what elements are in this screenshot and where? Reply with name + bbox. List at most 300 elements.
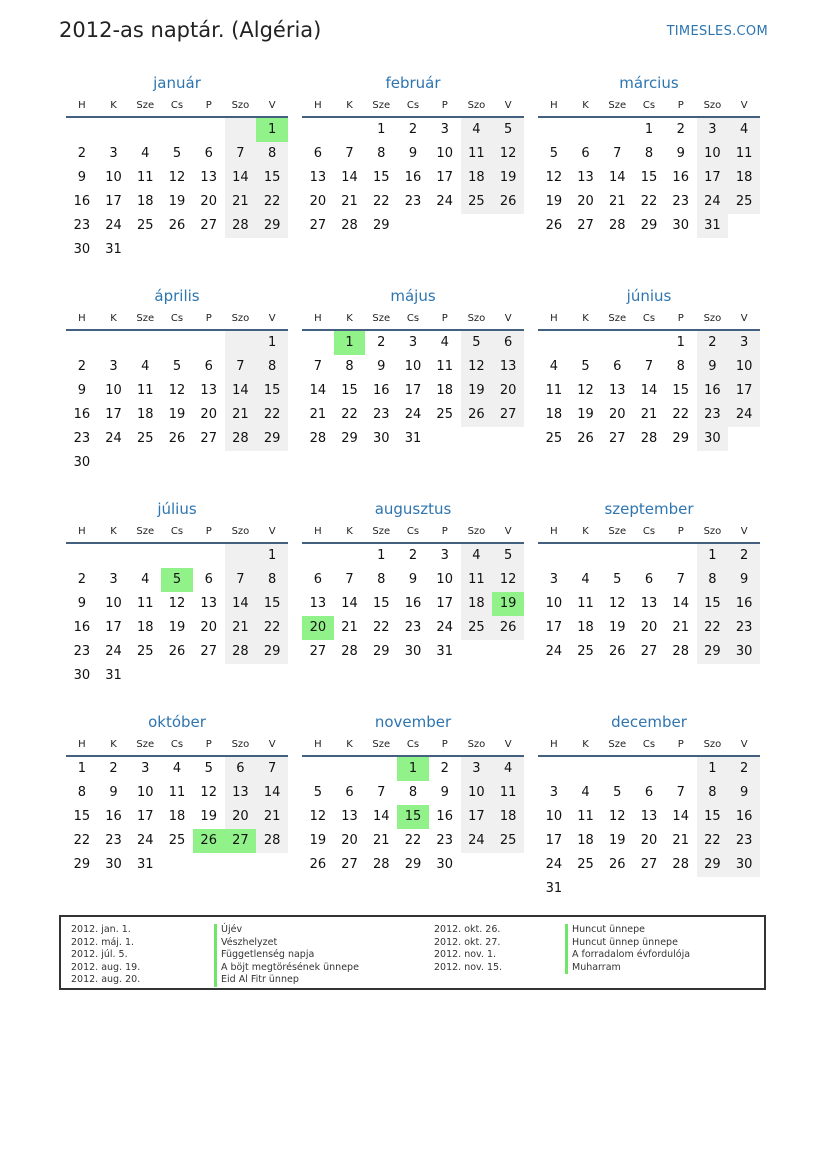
day-cell: 9 [77, 383, 86, 398]
legend-holiday-name: Huncut ünnep ünnepe [565, 937, 690, 950]
day-cell: 2 [728, 544, 760, 568]
day-cell: 28 [672, 857, 689, 872]
weekday-label: H [314, 313, 322, 324]
day-cell: 20 [492, 379, 524, 403]
day-cell: 22 [373, 194, 390, 209]
weekday-label: K [110, 739, 117, 750]
day-cell: 14 [309, 383, 327, 398]
day-cell: 17 [105, 620, 122, 635]
day-cell: 29 [373, 644, 390, 659]
legend-left-names [214, 924, 359, 987]
day-cell: 18 [577, 620, 594, 635]
empty-cell [570, 544, 602, 568]
day-cell: 7 [345, 572, 354, 587]
day-cell: 1 [77, 761, 86, 776]
day-cell: 21 [341, 194, 358, 209]
weekday-label: V [740, 100, 748, 111]
day-cell: 5 [613, 572, 622, 587]
day-cell: 15 [397, 805, 429, 829]
day-cell: 13 [225, 781, 257, 805]
day-grid [302, 544, 524, 664]
day-cell: 26 [309, 857, 327, 872]
day-cell: 20 [609, 407, 626, 422]
day-cell: 1 [697, 757, 729, 781]
weekday-label: P [205, 313, 212, 324]
day-cell: 30 [672, 218, 689, 233]
weekday-label: V [268, 313, 276, 324]
day-cell: 4 [492, 757, 524, 781]
weekday-header [302, 309, 524, 331]
day-cell: 6 [204, 359, 213, 374]
day-cell: 27 [200, 431, 217, 446]
day-cell: 16 [436, 809, 453, 824]
empty-cell [225, 544, 257, 568]
empty-cell [98, 331, 130, 355]
weekday-label: Cs [406, 739, 420, 750]
day-cell: 6 [204, 572, 213, 587]
day-grid [538, 118, 760, 238]
day-cell: 12 [168, 596, 186, 611]
weekday-header [538, 522, 760, 544]
empty-cell [633, 544, 665, 568]
day-cell: 26 [609, 857, 626, 872]
day-cell: 5 [172, 359, 182, 374]
day-cell: 4 [728, 118, 760, 142]
day-cell: 15 [341, 383, 358, 398]
weekday-label: P [205, 100, 212, 111]
day-cell: 16 [73, 407, 91, 422]
day-cell: 8 [408, 785, 418, 800]
legend-date: 2012. okt. 26. [434, 924, 501, 935]
weekday-label: V [504, 313, 512, 324]
day-cell: 2 [408, 548, 418, 563]
day-cell: 31 [105, 242, 122, 257]
legend-holiday-name: A böjt megtörésének ünnepe [214, 962, 359, 975]
legend-date: 2012. máj. 1. [71, 936, 135, 948]
day-cell: 7 [313, 359, 322, 374]
day-cell: 28 [225, 214, 257, 238]
empty-cell [193, 331, 225, 355]
day-cell: 7 [377, 785, 386, 800]
empty-cell [570, 118, 602, 142]
day-cell: 23 [373, 407, 390, 422]
day-cell: 21 [225, 190, 257, 214]
day-cell: 29 [73, 857, 91, 872]
day-cell: 31 [436, 644, 453, 659]
day-cell: 24 [728, 403, 760, 427]
day-cell: 18 [492, 805, 524, 829]
weekday-label: H [314, 526, 322, 537]
day-cell: 16 [672, 170, 689, 185]
day-cell: 9 [697, 355, 729, 379]
day-cell: 26 [609, 644, 626, 659]
day-cell: 5 [161, 568, 193, 592]
day-cell: 11 [577, 809, 594, 824]
weekday-label: K [110, 526, 117, 537]
day-cell: 16 [728, 805, 760, 829]
day-cell: 18 [137, 194, 154, 209]
day-cell: 19 [200, 809, 217, 824]
day-cell: 23 [672, 194, 689, 209]
day-cell: 11 [137, 596, 154, 611]
day-cell: 25 [577, 644, 594, 659]
day-cell: 5 [313, 785, 322, 800]
weekday-label: P [441, 100, 448, 111]
day-cell: 12 [168, 170, 186, 185]
weekday-label: Sze [372, 526, 391, 537]
day-cell: 29 [640, 218, 658, 233]
weekday-label: Sze [608, 100, 627, 111]
day-cell: 27 [640, 644, 658, 659]
day-cell: 3 [109, 359, 118, 374]
weekday-label: P [441, 526, 448, 537]
day-cell: 19 [168, 407, 186, 422]
weekday-label: Sze [608, 526, 627, 537]
day-cell: 1 [334, 331, 366, 355]
weekday-label: V [740, 526, 748, 537]
empty-cell [601, 757, 633, 781]
weekday-label: Sze [136, 739, 155, 750]
day-cell: 15 [373, 170, 390, 185]
month-name: február [385, 74, 441, 92]
empty-cell [334, 118, 366, 142]
day-cell: 15 [672, 383, 689, 398]
day-cell: 19 [309, 833, 327, 848]
weekday-label: V [504, 739, 512, 750]
day-cell: 24 [404, 407, 422, 422]
legend-holiday-name: Eid Al Fitr ünnep [214, 974, 359, 987]
day-cell: 29 [404, 857, 422, 872]
weekday-label: H [550, 526, 558, 537]
month-1 [302, 70, 524, 261]
weekday-label: Sze [372, 739, 391, 750]
holiday-legend [59, 915, 766, 990]
day-cell: 5 [581, 359, 590, 374]
empty-cell [98, 118, 130, 142]
day-cell: 14 [373, 809, 390, 824]
month-name: április [154, 287, 200, 305]
day-cell: 27 [200, 218, 217, 233]
day-cell: 21 [609, 194, 626, 209]
day-cell: 3 [549, 572, 558, 587]
day-cell: 13 [341, 809, 358, 824]
day-cell: 20 [200, 620, 217, 635]
weekday-label: H [550, 739, 558, 750]
day-cell: 18 [137, 620, 154, 635]
month-name: szeptember [604, 500, 694, 518]
day-cell: 3 [141, 761, 150, 776]
day-cell: 20 [225, 805, 257, 829]
day-cell: 23 [728, 829, 760, 853]
empty-cell [193, 544, 225, 568]
day-cell: 9 [408, 146, 418, 161]
day-cell: 18 [461, 166, 493, 190]
day-cell: 17 [105, 407, 122, 422]
day-cell: 8 [644, 146, 654, 161]
day-cell: 25 [137, 431, 154, 446]
day-cell: 9 [440, 785, 449, 800]
day-cell: 26 [168, 218, 186, 233]
day-cell: 24 [105, 218, 122, 233]
weekday-label: H [78, 526, 86, 537]
month-name: október [148, 713, 206, 731]
weekday-header [66, 96, 288, 118]
month-name: július [157, 500, 197, 518]
empty-cell [302, 757, 334, 781]
day-cell: 7 [225, 568, 257, 592]
day-cell: 9 [77, 596, 86, 611]
weekday-label: Sze [608, 739, 627, 750]
weekday-label: Cs [170, 739, 184, 750]
day-cell: 30 [73, 668, 91, 683]
empty-cell [302, 544, 334, 568]
day-cell: 26 [168, 644, 186, 659]
day-cell: 6 [581, 146, 590, 161]
day-cell: 21 [225, 616, 257, 640]
day-cell: 15 [640, 170, 658, 185]
day-cell: 16 [73, 194, 91, 209]
day-cell: 13 [609, 383, 626, 398]
day-cell: 20 [200, 407, 217, 422]
day-cell: 31 [545, 881, 563, 896]
day-cell: 29 [341, 431, 358, 446]
day-cell: 17 [545, 833, 563, 848]
legend-date: 2012. okt. 27. [434, 936, 501, 948]
empty-cell [225, 118, 257, 142]
day-cell: 10 [436, 146, 453, 161]
legend-date: 2012. jan. 1. [71, 924, 131, 935]
day-cell: 8 [256, 142, 288, 166]
day-cell: 14 [640, 383, 658, 398]
weekday-label: H [78, 313, 86, 324]
day-cell: 21 [341, 620, 358, 635]
day-cell: 21 [640, 407, 658, 422]
day-cell: 22 [697, 616, 729, 640]
day-cell: 7 [613, 146, 622, 161]
day-cell: 27 [492, 403, 524, 427]
month-3 [66, 283, 288, 474]
day-cell: 30 [728, 640, 760, 664]
weekday-label: Szo [231, 100, 250, 111]
weekday-header [302, 96, 524, 118]
day-cell: 10 [105, 170, 122, 185]
day-cell: 25 [577, 857, 594, 872]
month-8 [538, 496, 760, 687]
day-cell: 20 [200, 194, 217, 209]
day-cell: 30 [73, 455, 91, 470]
day-cell: 20 [341, 833, 358, 848]
day-cell: 3 [109, 146, 118, 161]
month-5 [538, 283, 760, 474]
day-cell: 3 [549, 785, 558, 800]
day-cell: 17 [545, 620, 563, 635]
empty-cell [193, 118, 225, 142]
weekday-label: K [582, 526, 589, 537]
day-cell: 22 [256, 190, 288, 214]
day-cell: 28 [640, 431, 658, 446]
day-cell: 12 [545, 170, 563, 185]
weekday-label: Cs [406, 100, 420, 111]
weekday-label: H [314, 739, 322, 750]
day-cell: 6 [644, 572, 654, 587]
legend-holiday-name: Függetlenség napja [214, 949, 359, 962]
day-cell: 8 [256, 568, 288, 592]
month-name: március [619, 74, 679, 92]
day-cell: 13 [640, 596, 658, 611]
day-cell: 22 [73, 833, 91, 848]
month-6 [66, 496, 288, 687]
day-cell: 1 [644, 122, 654, 137]
day-cell: 8 [77, 785, 86, 800]
day-cell: 16 [697, 379, 729, 403]
weekday-label: K [110, 100, 117, 111]
day-cell: 28 [341, 644, 358, 659]
empty-cell [538, 331, 570, 355]
day-cell: 23 [73, 218, 91, 233]
day-cell: 4 [549, 359, 558, 374]
weekday-label: Szo [467, 526, 486, 537]
day-cell: 8 [345, 359, 354, 374]
day-cell: 1 [697, 544, 729, 568]
site-link[interactable]: TIMESLES.COM [666, 24, 768, 39]
day-cell: 17 [137, 809, 154, 824]
day-cell: 15 [256, 592, 288, 616]
day-cell: 4 [141, 572, 150, 587]
day-cell: 23 [404, 620, 422, 635]
day-cell: 30 [697, 427, 729, 451]
day-cell: 27 [225, 829, 257, 853]
day-grid [538, 757, 760, 901]
day-cell: 29 [697, 853, 729, 877]
day-cell: 27 [200, 644, 217, 659]
day-cell: 4 [581, 572, 590, 587]
day-cell: 9 [77, 170, 86, 185]
day-cell: 21 [225, 403, 257, 427]
day-cell: 1 [377, 548, 386, 563]
day-cell: 31 [137, 857, 154, 872]
weekday-label: H [314, 100, 322, 111]
day-cell: 10 [545, 596, 563, 611]
legend-holiday-name: Újév [214, 924, 359, 937]
legend-holiday-name: Muharram [565, 962, 690, 975]
weekday-label: Sze [608, 313, 627, 324]
day-cell: 17 [436, 170, 453, 185]
weekday-header [538, 735, 760, 757]
weekday-header [538, 309, 760, 331]
day-cell: 27 [609, 431, 626, 446]
weekday-header [66, 735, 288, 757]
weekday-label: P [205, 739, 212, 750]
day-cell: 9 [676, 146, 685, 161]
legend-date: 2012. aug. 19. [71, 961, 141, 973]
day-cell: 8 [697, 568, 729, 592]
day-cell: 10 [728, 355, 760, 379]
day-grid [302, 331, 524, 451]
empty-cell [129, 544, 161, 568]
day-cell: 20 [640, 833, 658, 848]
day-cell: 26 [492, 616, 524, 640]
weekday-label: H [78, 100, 86, 111]
day-cell: 24 [137, 833, 154, 848]
day-cell: 2 [77, 146, 86, 161]
day-cell: 3 [697, 118, 729, 142]
day-cell: 7 [225, 142, 257, 166]
day-cell: 7 [676, 785, 685, 800]
day-cell: 25 [461, 190, 493, 214]
day-cell: 9 [109, 785, 118, 800]
day-cell: 5 [613, 785, 622, 800]
day-cell: 13 [309, 596, 327, 611]
day-cell: 28 [672, 644, 689, 659]
day-cell: 21 [309, 407, 327, 422]
day-cell: 17 [436, 596, 453, 611]
day-cell: 16 [404, 170, 422, 185]
day-cell: 19 [492, 166, 524, 190]
day-cell: 1 [676, 335, 685, 350]
day-cell: 3 [440, 548, 449, 563]
day-cell: 28 [609, 218, 626, 233]
weekday-label: K [582, 100, 589, 111]
day-cell: 12 [609, 596, 626, 611]
day-cell: 27 [640, 857, 658, 872]
day-cell: 3 [461, 757, 493, 781]
legend-right-dates [434, 924, 502, 974]
day-grid [66, 331, 288, 475]
month-10 [302, 709, 524, 900]
day-cell: 8 [377, 572, 386, 587]
day-cell: 4 [461, 118, 493, 142]
day-cell: 15 [697, 592, 729, 616]
day-cell: 2 [676, 122, 685, 137]
month-7 [302, 496, 524, 687]
day-cell: 7 [644, 359, 654, 374]
day-cell: 27 [309, 644, 327, 659]
day-cell: 2 [77, 359, 86, 374]
day-cell: 18 [436, 383, 453, 398]
legend-right-names [565, 924, 690, 974]
day-cell: 29 [672, 431, 689, 446]
day-cell: 29 [373, 218, 390, 233]
day-cell: 26 [577, 431, 594, 446]
day-cell: 28 [341, 218, 358, 233]
day-cell: 1 [256, 544, 288, 568]
day-cell: 25 [168, 833, 186, 848]
day-cell: 19 [461, 379, 493, 403]
month-name: december [611, 713, 687, 731]
day-cell: 10 [461, 781, 493, 805]
legend-date: 2012. aug. 20. [71, 974, 141, 985]
day-cell: 15 [373, 596, 390, 611]
day-cell: 23 [73, 644, 91, 659]
weekday-label: V [740, 739, 748, 750]
weekday-label: H [550, 100, 558, 111]
day-cell: 10 [105, 596, 122, 611]
day-cell: 31 [404, 431, 422, 446]
legend-date: 2012. nov. 1. [434, 949, 497, 960]
weekday-label: Sze [136, 313, 155, 324]
day-cell: 25 [137, 644, 154, 659]
day-cell: 3 [728, 331, 760, 355]
day-cell: 23 [404, 194, 422, 209]
day-cell: 7 [256, 757, 288, 781]
weekday-label: K [346, 526, 353, 537]
legend-holiday-name: Huncut ünnepe [565, 924, 690, 937]
day-cell: 23 [73, 431, 91, 446]
weekday-label: Cs [642, 313, 656, 324]
empty-cell [365, 757, 397, 781]
day-cell: 4 [141, 359, 150, 374]
empty-cell [98, 544, 130, 568]
